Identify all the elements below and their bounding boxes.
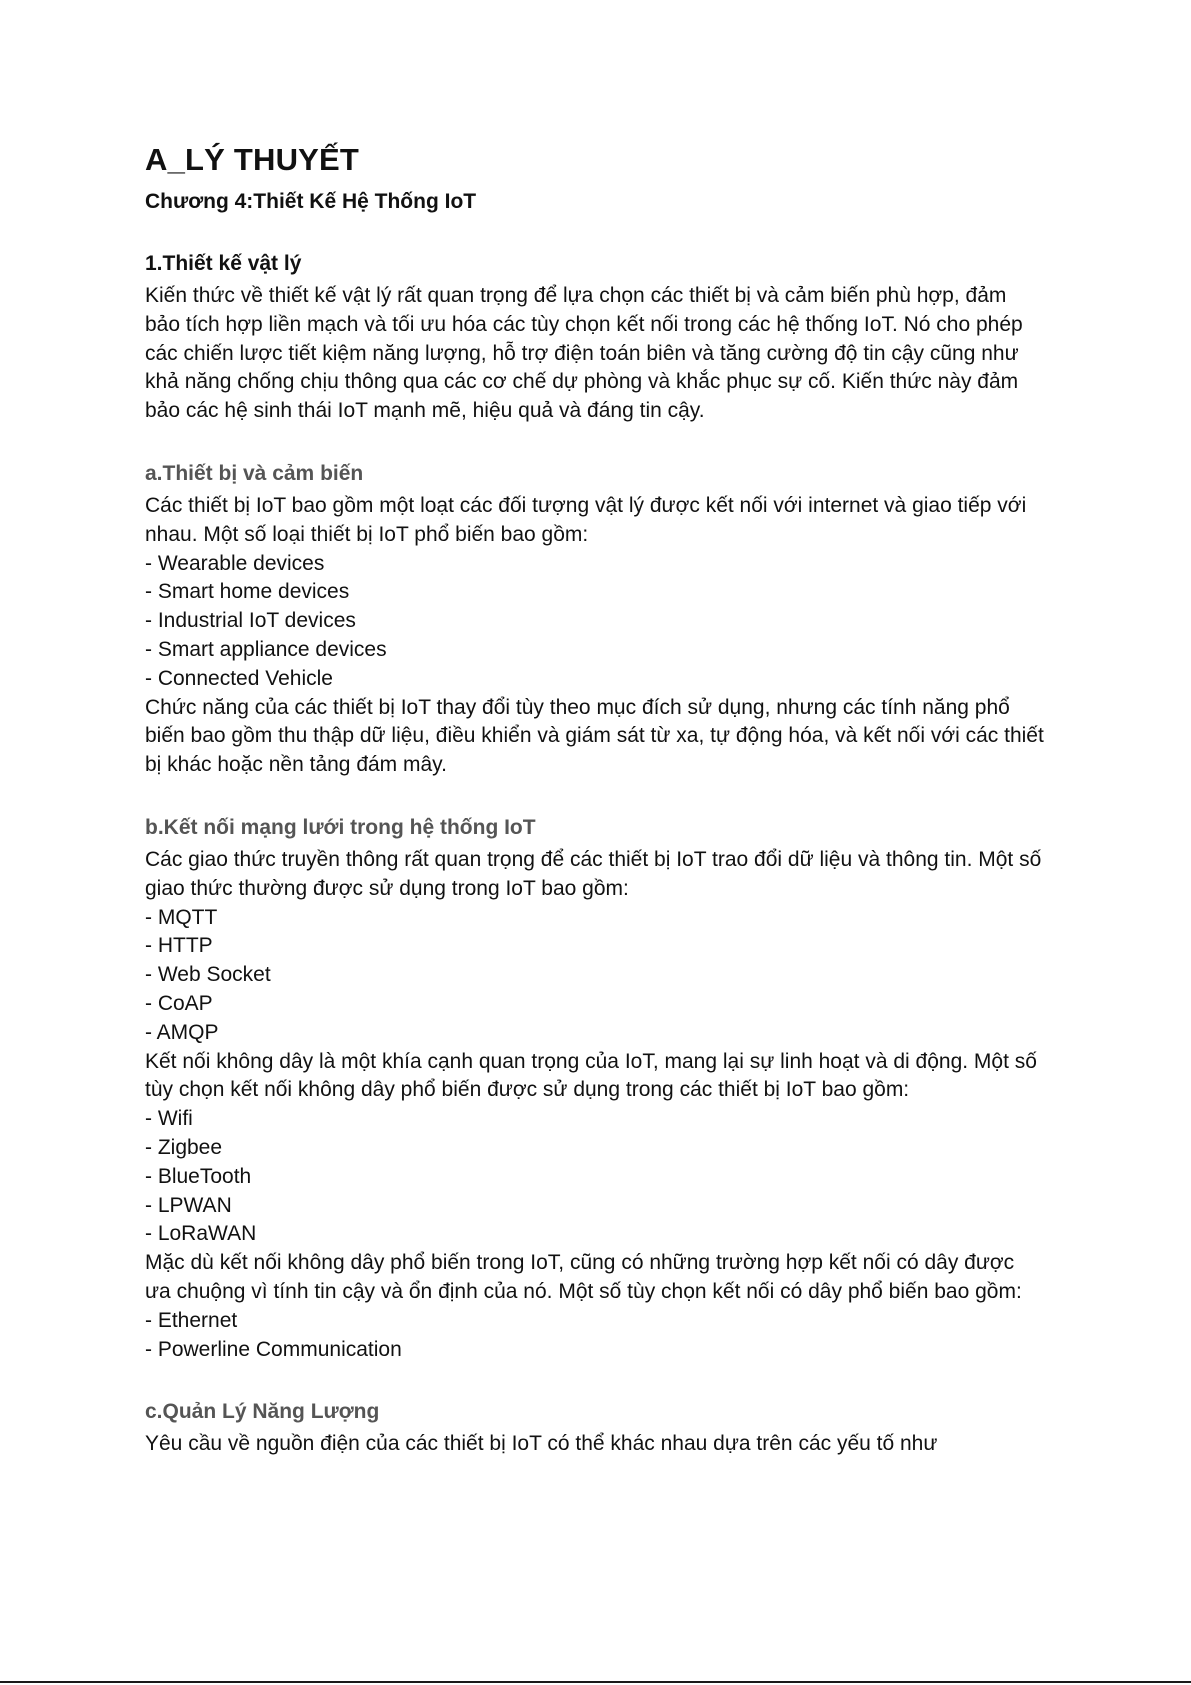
document-page <box>145 140 1045 1459</box>
section-b-heading: b.Kết nối mạng lưới trong hệ thống IoT <box>145 815 536 839</box>
list-item: - MQTT <box>145 904 1045 933</box>
section-a-heading: a.Thiết bị và cảm biến <box>145 461 364 485</box>
page-bottom-divider <box>0 1681 1191 1683</box>
list-item: - Industrial IoT devices <box>145 607 1045 636</box>
list-item: - Wifi <box>145 1105 1045 1134</box>
wired-list <box>145 1307 1045 1365</box>
wired-intro: Mặc dù kết nối không dây phổ biến trong IoT, cũng có những trường hợp kết nối có dây được ưa chuộng vì tính tin cậy và ổn định của nó. Một số tùy chọn kết nối có dây phổ biến bao gồm: <box>145 1251 1022 1303</box>
list-item: - CoAP <box>145 990 1045 1019</box>
section-1-paragraph: Kiến thức về thiết kế vật lý rất quan trọng để lựa chọn các thiết bị và cảm biến phù hợp, đảm bảo tích hợp liền mạch và tối ưu hóa các tùy chọn kết nối trong các hệ thống IoT. Nó cho phép các chiến lược tiết kiệm năng lượng, hỗ trợ điện toán biên và tăng cường độ tin cậy cũng như khả năng chống chịu thông qua các cơ chế dự phòng và khắc phục sự cố. Kiến thức này đảm bảo các hệ sinh thái IoT mạnh mẽ, hiệu quả và đáng tin cậy. <box>145 284 1023 423</box>
list-item: - BlueTooth <box>145 1163 1045 1192</box>
list-item: - LPWAN <box>145 1192 1045 1221</box>
device-type-list <box>145 550 1045 694</box>
list-item: - Zigbee <box>145 1134 1045 1163</box>
protocol-list <box>145 904 1045 1048</box>
section-c-paragraph: Yêu cầu về nguồn điện của các thiết bị IoT có thể khác nhau dựa trên các yếu tố như <box>145 1432 938 1456</box>
chapter-title: Chương 4:Thiết Kế Hệ Thống IoT <box>145 190 477 213</box>
wireless-list <box>145 1105 1045 1249</box>
document-title: A_LÝ THUYẾT <box>145 142 360 177</box>
list-item: - Wearable devices <box>145 550 1045 579</box>
list-item: - Connected Vehicle <box>145 665 1045 694</box>
list-item: - HTTP <box>145 932 1045 961</box>
list-item: - Smart home devices <box>145 578 1045 607</box>
list-item: - LoRaWAN <box>145 1220 1045 1249</box>
section-1-heading: 1.Thiết kế vật lý <box>145 252 302 275</box>
list-item: - Smart appliance devices <box>145 636 1045 665</box>
section-c-heading: c.Quản Lý Năng Lượng <box>145 1400 380 1424</box>
list-item: - Powerline Communication <box>145 1336 1045 1365</box>
list-item: - AMQP <box>145 1019 1045 1048</box>
list-item: - Web Socket <box>145 961 1045 990</box>
section-a-intro: Các thiết bị IoT bao gồm một loạt các đối tượng vật lý được kết nối với internet và giao tiếp với nhau. Một số loại thiết bị IoT phổ biến bao gồm: <box>145 493 1027 546</box>
section-a-outro: Chức năng của các thiết bị IoT thay đổi tùy theo mục đích sử dụng, nhưng các tính năng phổ biến bao gồm thu thập dữ liệu, điều khiển và giám sát từ xa, tự động hóa, và kết nối với các thiết bị khác hoặc nền tảng đám mây. <box>145 695 1044 777</box>
section-b-intro: Các giao thức truyền thông rất quan trọng để các thiết bị IoT trao đổi dữ liệu và thông tin. Một số giao thức thường được sử dụng trong IoT bao gồm: <box>145 847 1042 900</box>
wireless-intro: Kết nối không dây là một khía cạnh quan trọng của IoT, mang lại sự linh hoạt và di động. Một số tùy chọn kết nối không dây phổ biến được sử dụng trong các thiết bị IoT bao gồm: <box>145 1049 1037 1102</box>
list-item: - Ethernet <box>145 1307 1045 1336</box>
